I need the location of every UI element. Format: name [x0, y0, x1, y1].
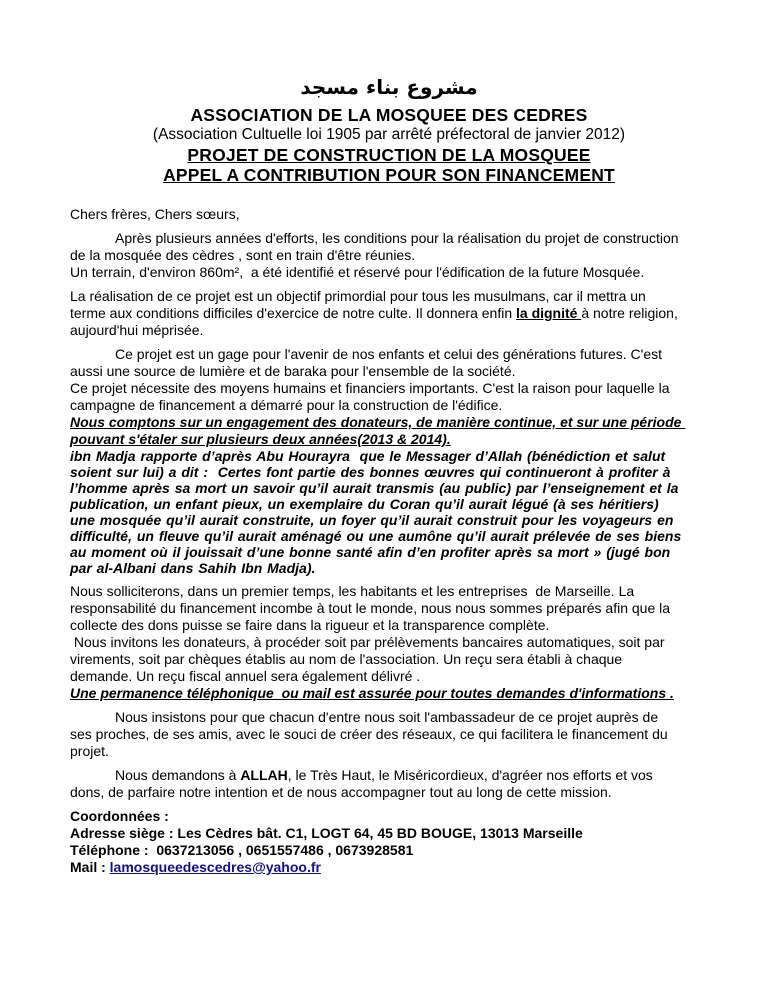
- project-importance: [70, 288, 708, 339]
- organization-name: ASSOCIATION DE LA MOSQUEE DES CEDRES: [190, 105, 588, 125]
- text-line: [70, 431, 708, 448]
- text-segment: Nous comptons sur un engagement des donateurs, de manière continue, et sur une période: [70, 414, 686, 430]
- text-segment: collecte des dons puisse se faire dans la rigueur et la transparence complète.: [70, 617, 550, 633]
- text-line: [70, 825, 708, 842]
- text-line: [70, 414, 708, 431]
- project-title: PROJET DE CONSTRUCTION DE LA MOSQUEE: [187, 145, 591, 165]
- text-line: [70, 767, 708, 784]
- hadith-quote: [70, 448, 708, 576]
- text-line: [70, 743, 708, 760]
- text-line: [70, 560, 708, 576]
- text-segment: aussi une source de lumière et de baraka pour l'ensemble de la société.: [70, 363, 516, 379]
- text-segment: Ce projet est un gage pour l'avenir de nos enfants et celui des générations futures. C'est: [115, 346, 663, 362]
- text-segment: aujourd'hui méprisée.: [70, 322, 204, 338]
- text-line: [70, 230, 708, 247]
- text-segment: responsabilité du financement incombe à tout le monde, nous nous sommes préparés afin que la: [70, 600, 671, 616]
- text-segment: Nous invitons les donateurs, à procéder soit par prélèvements bancaires automatiques, soit par: [70, 634, 665, 650]
- ambassador-request: [70, 709, 708, 760]
- text-segment: projet.: [70, 743, 109, 759]
- text-line: [70, 206, 708, 223]
- text-segment: terme aux conditions difficiles d'exercice de notre culte. Il donnera enfin: [70, 305, 516, 321]
- text-segment: Après plusieurs années d'efforts, les conditions pour la réalisation du projet de construction: [115, 230, 679, 246]
- text-line: [70, 685, 708, 702]
- text-line: [70, 668, 708, 685]
- text-line: [70, 726, 708, 743]
- text-line: [70, 380, 708, 397]
- text-line: [70, 808, 708, 825]
- contact-info: [70, 808, 708, 876]
- text-line: [70, 544, 708, 560]
- allah-emphasis: ALLAH: [240, 767, 288, 783]
- text-segment: dons, de parfaire notre intention et de nous accompagner tout au long de cette mission.: [70, 784, 612, 800]
- text-line: [70, 264, 708, 281]
- text-segment: Une permanence téléphonique ou mail est assurée pour toutes demandes d'informations .: [70, 685, 674, 701]
- text-line: [70, 464, 708, 480]
- project-status: [70, 230, 708, 281]
- text-line: [70, 617, 708, 634]
- text-segment: demande. Un reçu fiscal annuel sera également délivré .: [70, 668, 421, 684]
- text-segment: La réalisation de ce projet est un objectif primordial pour tous les musulmans, car il mettra un: [70, 288, 646, 304]
- text-segment: campagne de financement a démarré pour la construction de l'édifice.: [70, 397, 503, 413]
- text-line: [70, 496, 708, 512]
- text-line: [70, 322, 708, 339]
- text-line: [70, 346, 708, 363]
- text-segment: Nous insistons pour que chacun d'entre nous soit l'ambassadeur de ce projet auprès de: [115, 709, 659, 725]
- text-line: [70, 305, 708, 322]
- text-line: [70, 859, 708, 876]
- text-segment: Nous demandons à: [115, 767, 241, 783]
- document-header: [70, 74, 708, 185]
- text-segment: une mosquée qu’il aurait construite, un foyer qu’il aurait construit pour les voyageurs en: [70, 512, 674, 528]
- project-necessity: [70, 346, 708, 414]
- text-segment: Nous solliciterons, dans un premier temps, les habitants et les entreprises de Marseille. La: [70, 583, 635, 599]
- text-line: [70, 600, 708, 617]
- text-segment: au moment où il jouissait d’une bonne santé afin d’en profiter après sa mort » (jugé bon: [70, 544, 671, 560]
- text-segment: Téléphone : 0637213056 , 0651557486 , 0673928581: [70, 842, 414, 858]
- text-line: [70, 247, 708, 264]
- donation-commitment: [70, 414, 708, 448]
- text-segment: de la mosquée des cèdres , sont en train d'être réunies.: [70, 247, 416, 263]
- text-line: [70, 397, 708, 414]
- email-link[interactable]: lamosqueedescedres@yahoo.fr: [109, 859, 321, 875]
- text-segment: Ce projet nécessite des moyens humains et financiers importants. C'est la raison pour laquelle la: [70, 380, 670, 396]
- text-line: [70, 363, 708, 380]
- text-segment: Chers frères, Chers sœurs,: [70, 206, 240, 222]
- text-line: [70, 709, 708, 726]
- text-segment: , le Très Haut, le Miséricordieux, d'agréer nos efforts et vos: [287, 767, 653, 783]
- arabic-title: مشروع بناء مسجد: [300, 75, 478, 99]
- text-line: [70, 784, 708, 801]
- text-line: [70, 634, 708, 651]
- salutation: [70, 206, 708, 223]
- funding-plan: [70, 583, 708, 685]
- text-segment: Coordonnées :: [70, 808, 169, 824]
- text-segment: Un terrain, d'environ 860m², a été identifié et réservé pour l'édification de la future Mosquée.: [70, 264, 645, 280]
- text-segment: ibn Madja rapporte d’après Abu Hourayra que le Messager d’Allah (bénédiction et salut: [70, 448, 666, 464]
- text-segment: par al-Albani dans Sahih Ibn Madja).: [70, 560, 316, 576]
- dignity-emphasis: la dignité: [516, 305, 582, 321]
- contact-availability: [70, 685, 708, 702]
- text-segment: Adresse siège : Les Cèdres bât. C1, LOGT 64, 45 BD BOUGE, 13013 Marseille: [70, 825, 583, 841]
- text-segment: virements, soit par chèques établis au nom de l'association. Un reçu sera établi à chaque: [70, 651, 623, 667]
- text-segment: Mail :: [70, 859, 110, 875]
- text-line: [70, 583, 708, 600]
- text-segment: l’homme après sa mort un savoir qu’il aurait transmis (au public) par l’enseignement et la: [70, 480, 679, 496]
- text-segment: difficulté, un fleuve qu’il aurait aménagé ou une aumône qu’il aurait prélevée de ses biens: [70, 528, 682, 544]
- text-line: [70, 528, 708, 544]
- text-line: [70, 288, 708, 305]
- text-segment: ses proches, de ses amis, avec le souci de créer des réseaux, ce qui facilitera le financement du: [70, 726, 668, 742]
- document-body: [70, 206, 708, 876]
- text-segment: soient sur lui) a dit : Certes font partie des bonnes œuvres qui continueront à profiter à: [70, 464, 671, 480]
- text-line: [70, 512, 708, 528]
- text-line: [70, 480, 708, 496]
- prayer: [70, 767, 708, 801]
- text-segment: publication, un enfant pieux, un exemplaire du Coran qu’il aurait légué (à ses héritiers): [70, 496, 659, 512]
- appeal-title: APPEL A CONTRIBUTION POUR SON FINANCEMENT: [163, 165, 615, 185]
- text-line: [70, 448, 708, 464]
- legal-status-line: (Association Cultuelle loi 1905 par arrêté préfectoral de janvier 2012): [152, 126, 626, 143]
- text-segment: pouvant s'étaler sur plusieurs deux années(2013 & 2014).: [70, 431, 451, 447]
- text-segment: à notre religion,: [581, 305, 678, 321]
- text-line: [70, 651, 708, 668]
- text-line: [70, 842, 708, 859]
